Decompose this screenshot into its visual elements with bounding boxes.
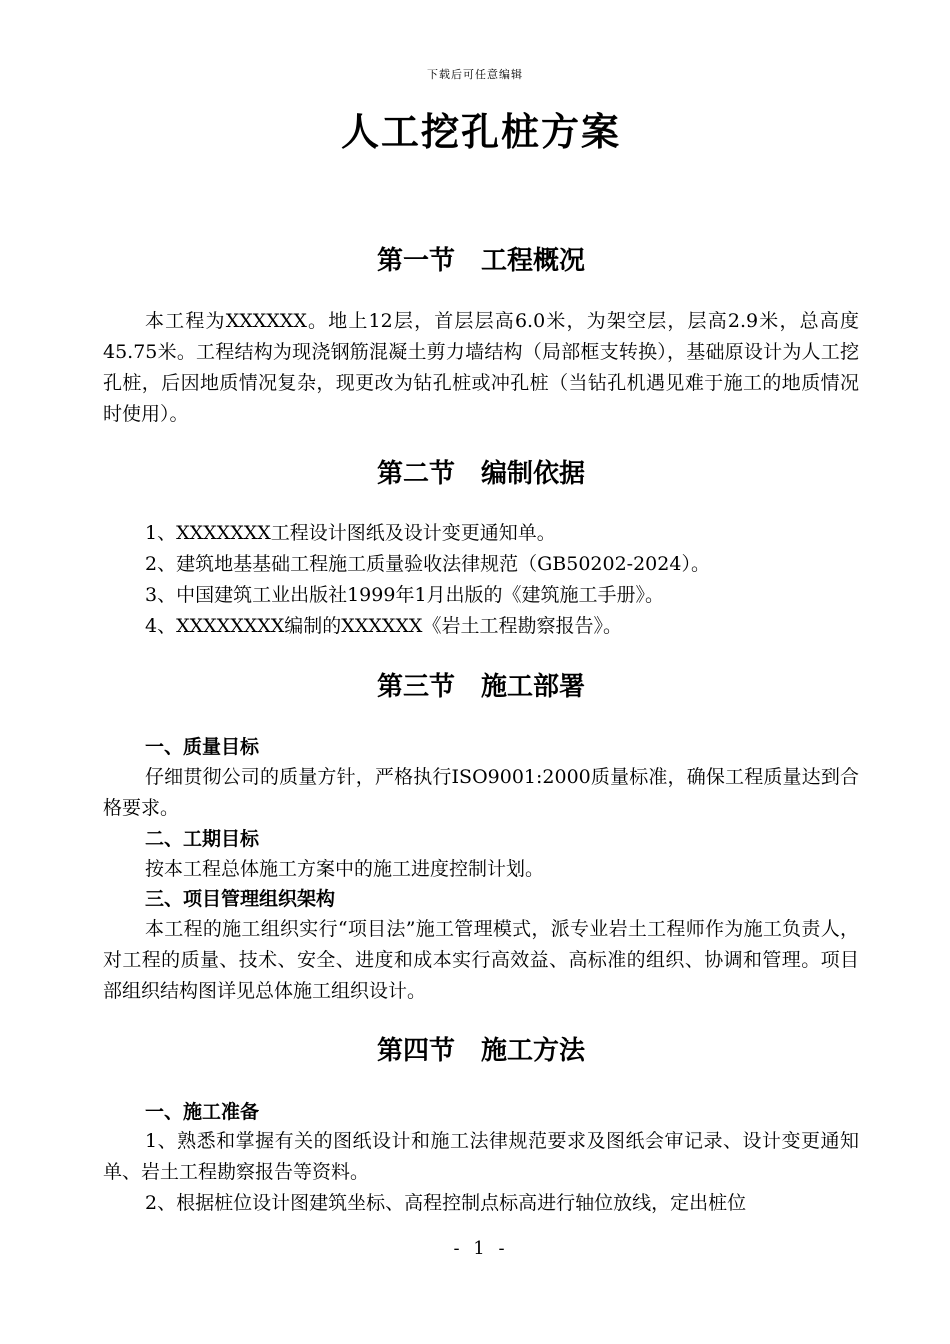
document-title: 人工挖孔桩方案 [340, 110, 621, 154]
section-heading-overview: 第一节 工程概况 [376, 246, 585, 276]
subheading-schedule-goal: 二、工期目标 [145, 828, 260, 850]
section-heading-basis: 第二节 编制依据 [376, 459, 585, 489]
preparation-paragraph-1: 1、熟悉和掌握有关的图纸设计和施工法律规范要求及图纸会审记录、设计变更通知单、岩土工程勘察报告等资料。 [103, 1130, 859, 1183]
basis-item: 2、建筑地基基础工程施工质量验收法律规范（GB50202-2024）。 [145, 553, 710, 575]
preparation-paragraph-2: 2、根据桩位设计图建筑坐标、高程控制点标高进行轴位放线，定出桩位 [145, 1192, 747, 1214]
basis-item: 4、XXXXXXXX编制的XXXXXX《岩土工程勘察报告》。 [145, 615, 622, 637]
page-number: - 1 - [453, 1238, 509, 1259]
subheading-quality-goal: 一、质量目标 [145, 736, 260, 758]
subheading-preparation: 一、施工准备 [145, 1101, 260, 1123]
basis-item: 3、中国建筑工业出版社1999年1月出版的《建筑施工手册》。 [145, 584, 665, 606]
overview-paragraph: 本工程为XXXXXX。地上12层，首层层高6.0米，为架空层，层高2.9米，总高度45.75米。工程结构为现浇钢筋混凝土剪力墙结构（局部框支转换），基础原设计为人工挖孔桩，后因地质情况复杂，现更改为钻孔桩或冲孔桩（当钻孔机遇见难于施工的地质情况时使用）。 [103, 310, 859, 425]
organization-paragraph: 本工程的施工组织实行“项目法”施工管理模式，派专业岩土工程师作为施工负责人，对工程的质量、技术、安全、进度和成本实行高效益、高标准的组织、协调和管理。项目部组织结构图详见总体施工组织设计。 [103, 918, 859, 1002]
basis-item: 1、XXXXXXX工程设计图纸及设计变更通知单。 [145, 522, 556, 544]
schedule-goal-paragraph: 按本工程总体施工方案中的施工进度控制计划。 [145, 858, 545, 880]
section-heading-method: 第四节 施工方法 [376, 1036, 585, 1066]
subheading-organization: 三、项目管理组织架构 [145, 888, 336, 910]
section-heading-deployment: 第三节 施工部署 [376, 672, 585, 702]
quality-goal-paragraph: 仔细贯彻公司的质量方针，严格执行ISO9001:2000质量标准，确保工程质量达到合格要求。 [103, 766, 859, 819]
header-note: 下载后可任意编辑 [427, 68, 523, 81]
